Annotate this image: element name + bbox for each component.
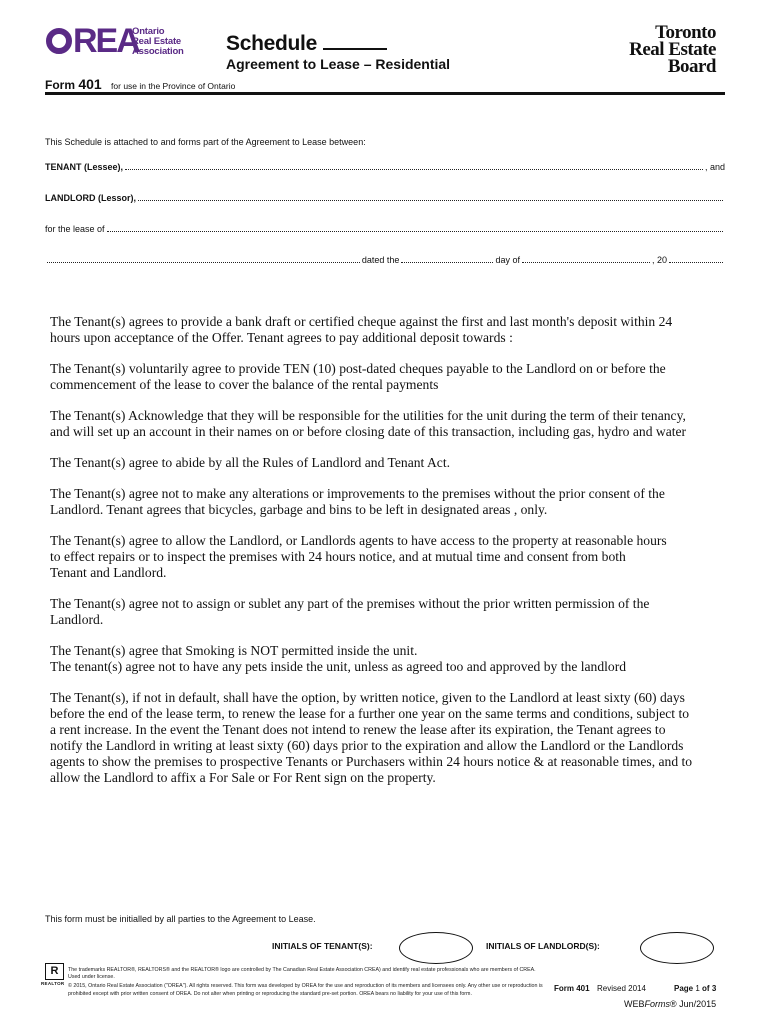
schedule-title-text: Schedule [226, 32, 317, 55]
month-input[interactable] [522, 256, 650, 263]
landlord-row [45, 193, 725, 203]
web-date: ® Jun/2015 [670, 999, 717, 1009]
clause-alterations: The Tenant(s) agree not to make any alterations or improvements to the premises without the prior consent of the Landlord. Tenant agrees that bicycles, garbage and bins to be left in designated areas , only. [50, 486, 665, 517]
treb-line-1: Toronto [655, 22, 716, 43]
schedule-intro: This Schedule is attached to and forms part of the Agreement to Lease between: [45, 137, 366, 147]
clause-renewal: The Tenant(s), if not in default, shall have the option, by written notice, given to the Landlord at least sixty (60) days before the end of the lease term, to renew the lease for a further one year on the same terms and conditions, subject to a rent increase. In the event the Tenant does not intend to renew the lease after its expiration, the Tenant agrees to notify the Landlord in writing at least sixty (60) days prior to the expiration and allow the Landlord or the Landlords agents to show the premises to prospective Tenants or Purchasers within 24 hours notice & at reasonable times, and to allow the Landlord to affix a For Sale or For Rent sign on the property. [50, 690, 693, 785]
initials-tenant-label: INITIALS OF TENANT(S): [272, 941, 373, 951]
clause-access: The Tenant(s) agree to allow the Landlord, or Landlords agents to have access to the property at reasonable hours to effect repairs or to inspect the premises with 24 hours notice, and at mutual time and consent from both Tenant and Landlord. [50, 533, 667, 580]
clause-deposit: The Tenant(s) agrees to provide a bank draft or certified cheque against the first and last month's deposit within 24 hours upon acceptance of the Offer. Tenant agrees to pay additional deposit towards : [50, 314, 673, 345]
tenant-input[interactable] [125, 163, 703, 170]
clause-smoking-pets: The Tenant(s) agree that Smoking is NOT permitted inside the unit. The tenant(s) agree not to have any pets inside the unit, unless as agreed too and approved by the landlord [50, 643, 627, 674]
year-prefix: , 20 [651, 255, 667, 265]
clause-post-dated-cheques: The Tenant(s) voluntarily agree to provide TEN (10) post-dated cheques payable to the Landlord on or before the commencement of the lease to cover the balance of the rental payments [50, 361, 666, 392]
form-number: 401 [78, 76, 102, 92]
orea-sub-line-2: Real Estate [132, 36, 182, 47]
orea-sub-line-1: Ontario [132, 26, 165, 37]
webforms-stamp [624, 999, 716, 1009]
footer-form-number: Form 401 [554, 984, 590, 993]
page-total: 3 [711, 984, 717, 993]
clause-utilities: The Tenant(s) Acknowledge that they will be responsible for the utilities for the unit during the term of their tenancy, and will set up an account in their names on or before closing date of this transaction, including gas, hydro and water [50, 408, 687, 439]
tenant-label: TENANT (Lessee), [45, 162, 124, 172]
schedule-title [226, 32, 387, 56]
orea-logo-text: REA [73, 22, 139, 60]
realtor-logo-text: REALTOR [41, 981, 65, 986]
year-input[interactable] [669, 256, 723, 263]
dated-day-input[interactable] [401, 256, 493, 263]
footer-revised: Revised 2014 [597, 984, 646, 993]
web-prefix: WEB [624, 999, 645, 1009]
form-province: for use in the Province of Ontario [111, 81, 236, 91]
page-label: Page [674, 984, 694, 993]
realtor-logo-icon: R [45, 963, 64, 980]
treb-logo [590, 24, 716, 75]
treb-line-2: Real Estate [629, 39, 716, 60]
day-of-label: day of [495, 255, 520, 265]
initials-landlord-field[interactable] [640, 932, 714, 964]
treb-line-3: Board [667, 56, 716, 77]
landlord-label: LANDLORD (Lessor), [45, 193, 137, 203]
lease-address-continued-input[interactable] [47, 256, 360, 263]
trademark-notice: The trademarks REALTOR®, REALTORS® and the REALTOR® logo are controlled by The Canadian Real Estate Association CREA) and identify real estate professionals who are members of CREA. Used under license. [68, 967, 536, 981]
clause-sublet: The Tenant(s) agree not to assign or sublet any part of the premises without the prior written permission of the Landlord. [50, 596, 650, 627]
lease-row [45, 224, 725, 234]
landlord-input[interactable] [138, 194, 723, 201]
orea-sub-line-3: Association [132, 46, 184, 57]
schedule-number-blank[interactable] [323, 34, 387, 50]
orea-logo-subtitle [132, 27, 184, 57]
initials-landlord-label: INITIALS OF LANDLORD(S): [486, 941, 600, 951]
dated-label: dated the [361, 255, 400, 265]
tenant-row [45, 162, 725, 172]
form-word: Form [45, 78, 75, 92]
initial-note: This form must be initialled by all parties to the Agreement to Lease. [45, 914, 316, 924]
schedule-clauses [50, 314, 730, 801]
orea-logo [46, 24, 139, 58]
tenant-suffix: , and [704, 162, 725, 172]
schedule-subtitle: Agreement to Lease – Residential [226, 56, 451, 72]
initials-tenant-field[interactable] [399, 932, 473, 964]
legal-notice [68, 967, 543, 1000]
form-label [45, 76, 235, 92]
footer-page-number [674, 984, 716, 993]
clause-landlord-tenant-act: The Tenant(s) agree to abide by all the Rules of Landlord and Tenant Act. [50, 455, 450, 470]
header-divider [45, 92, 725, 95]
orea-logo-o-icon [46, 28, 72, 54]
copyright-notice: © 2015, Ontario Real Estate Association ("OREA"). All rights reserved. This form was developed by OREA for the use and reproduction of its members and licensees only. Any other use or reproduction is prohibited except with prior written consent of OREA. Do not alter when printing or reproducing the standard pre-set portion. OREA bears no liability for your use of this form. [68, 983, 543, 997]
web-forms: Forms [644, 999, 671, 1009]
lease-input[interactable] [107, 225, 723, 232]
page-of: of [702, 984, 710, 993]
page-current: 1 [695, 984, 700, 993]
lease-label: for the lease of [45, 224, 105, 234]
dated-row [45, 255, 725, 265]
